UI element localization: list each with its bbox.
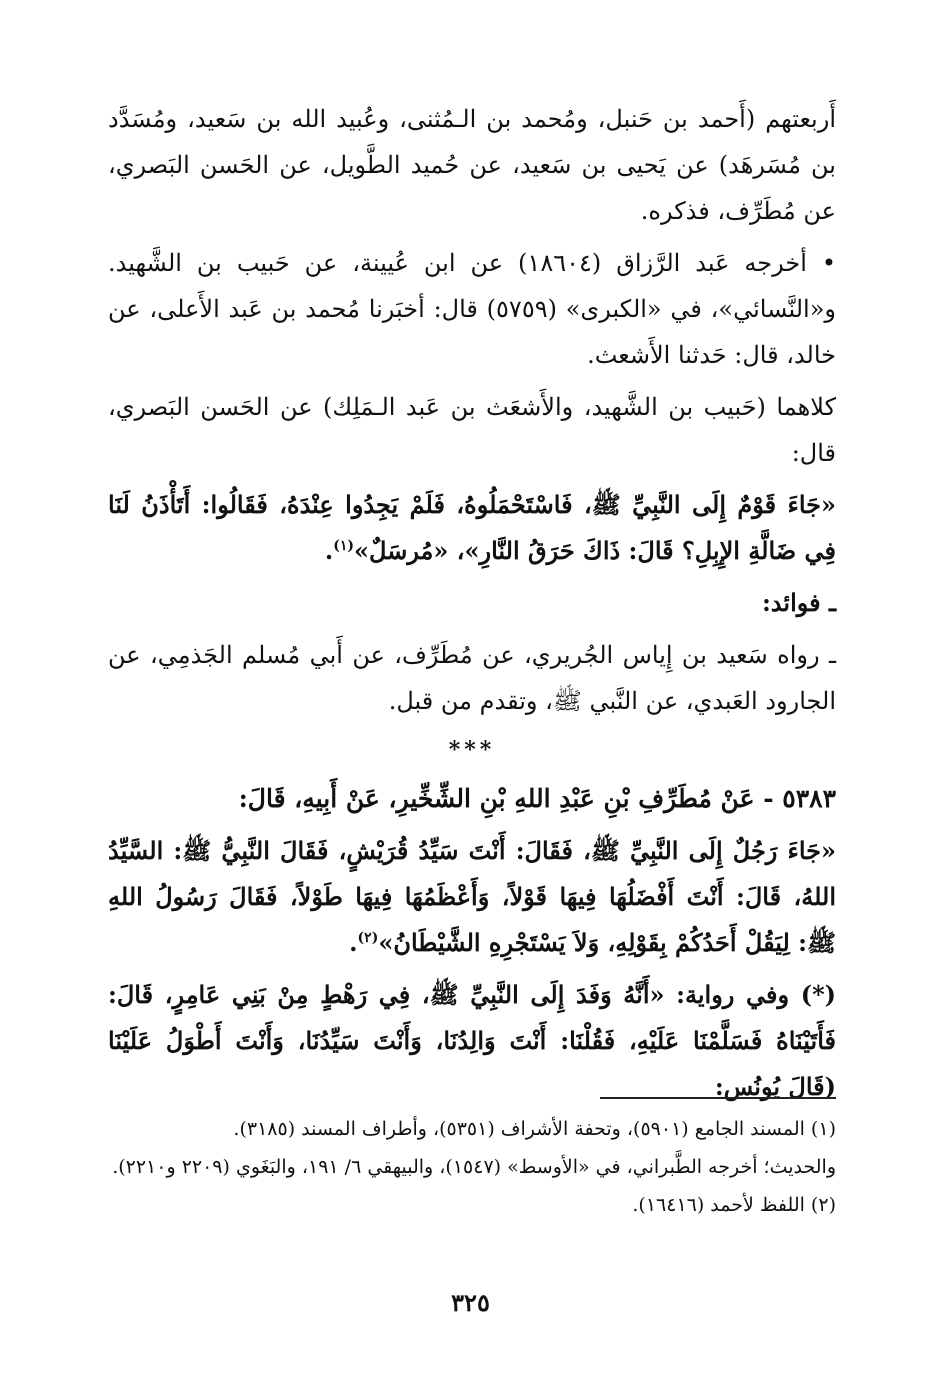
footnote-1-continued: والحديث؛ أخرجه الطَّبراني، في «الأوسط» (١٥٤٧)، والبيهقي ٦/ ١٩١، والبَغَوي (٢٢٠٩ و٢٢١٠). [112,1156,836,1178]
footnote-2: (٢) اللفظ لأحمد (١٦٤١٦). [632,1194,836,1216]
paragraph-hadith-text: «جَاءَ رَجُلٌ إِلَى النَّبِيِّ ﷺ، فَقَالَ: أَنْتَ سَيِّدُ قُرَيْشٍ، فَقَالَ النَّبِيُّ ﷺ: السَّيِّدُ اللهُ، قَالَ: أَنْتَ أَفْضَلُهَا فِيهَا قَوْلاً، وَأَعْظَمُهَا فِيهَا طَوْلاً، فَقَالَ رَسُولُ اللهِ ﷺ: لِيَقُلْ أَحَدُكُمْ بِقَوْلِهِ، وَلاَ يَسْتَجْرِهِ الشَّيْطَانُ»$^{(٢)}$. [108,836,836,957]
footnote-ref-2: (٢) [357,930,379,946]
hadith-heading: ٥٣٨٣ - عَنْ مُطَرِّفِ بْنِ عَبْدِ اللهِ بْنِ الشِّخِّيرِ، عَنْ أَبِيهِ، قَالَ: [238,784,836,813]
benefits-heading: ـ فوائد: [761,588,836,617]
paragraph-both-narrators: كلاهما (حَبيب بن الشَّهيد، والأَشعَث بن عَبد الـمَلِك) عن الحَسن البَصري، قال: [108,393,836,467]
footnotes [108,1112,836,1226]
footnote-divider [600,1097,836,1099]
paragraph-riwaya: (*) وفي رواية: «أَنَّهُ وَفَدَ إِلَى النَّبِيِّ ﷺ، فِي رَهْطٍ مِنْ بَنِي عَامِرٍ، قَالَ: فَأَتَيْنَاهُ فَسَلَّمْنَا عَلَيْهِ، فَقُلْنَا: أَنْتَ وَالِدُنَا، وَأَنْتَ سَيِّدُنَا، وَأَنْتَ أَطْوَلُ عَلَيْنَا (قَالَ يُونُس: [108,980,836,1101]
section-separator: *** [448,737,496,763]
footnote-1: (١) المسند الجامع (٥٩٠١)، وتحفة الأشراف (٥٣٥١)، وأطراف المسند (٣١٨٥). [233,1118,836,1140]
mursal-quote-text: «جَاءَ قَوْمٌ إِلَى النَّبِيِّ ﷺ، فَاسْتَحْمَلُوهُ، فَلَمْ يَجِدُوا عِنْدَهُ، فَقَالُوا: أَتَأْذَنُ لَنَا فِي ضَالَّةِ الإِبِلِ؟ قَالَ: ذَاكَ حَرَقُ النَّارِ»، «مُرسَلٌ» [108,490,836,565]
footnote-ref-1: (١) [333,538,355,554]
paragraph-benefits: ـ رواه سَعيد بن إِياس الجُريري، عن مُطَرِّف، عن أَبي مُسلم الجَذمِي، عن الجارود العَبدي، عن النَّبي ﷺ، وتقدم من قبل. [108,641,836,715]
paragraph-mursal-quote: «جَاءَ قَوْمٌ إِلَى النَّبِيِّ ﷺ، فَاسْتَحْمَلُوهُ، فَلَمْ يَجِدُوا عِنْدَهُ، فَقَالُوا: أَتَأْذَنُ لَنَا فِي ضَالَّةِ الإِبِلِ؟ قَالَ: ذَاكَ حَرَقُ النَّارِ»، «مُرسَلٌ»$^{(١)}$. [108,490,836,565]
hadith-text: «جَاءَ رَجُلٌ إِلَى النَّبِيِّ ﷺ، فَقَالَ: أَنْتَ سَيِّدُ قُرَيْشٍ، فَقَالَ النَّبِيُّ ﷺ: السَّيِّدُ اللهُ، قَالَ: أَنْتَ أَفْضَلُهَا فِيهَا قَوْلاً، وَأَعْظَمُهَا فِيهَا طَوْلاً، فَقَالَ رَسُولُ اللهِ ﷺ: لِيَقُلْ أَحَدُكُمْ بِقَوْلِهِ، وَلاَ يَسْتَجْرِهِ الشَّيْطَانُ» [108,836,836,957]
paragraph-chain-narrators: أَربعتهم (أَحمد بن حَنبل، ومُحمد بن الـمُثنى، وعُبيد الله بن سَعيد، ومُسَدَّد بن مُسَرهَد) عن يَحيى بن سَعيد، عن حُميد الطَّويل، عن الحَسن البَصري، عن مُطَرِّف، فذكره. [108,105,836,225]
main-text [108,96,836,1116]
page-number: ٣٢٥ [451,1288,490,1317]
paragraph-takhrij: • أخرجه عَبد الرَّزاق (١٨٦٠٤) عن ابن عُيينة، عن حَبيب بن الشَّهيد. و«النَّسائي»، في «الكبرى» (٥٧٥٩) قال: أخبَرنا مُحمد بن عَبد الأَعلى، عن خالد، قال: حَدثنا الأَشعث. [108,249,837,369]
